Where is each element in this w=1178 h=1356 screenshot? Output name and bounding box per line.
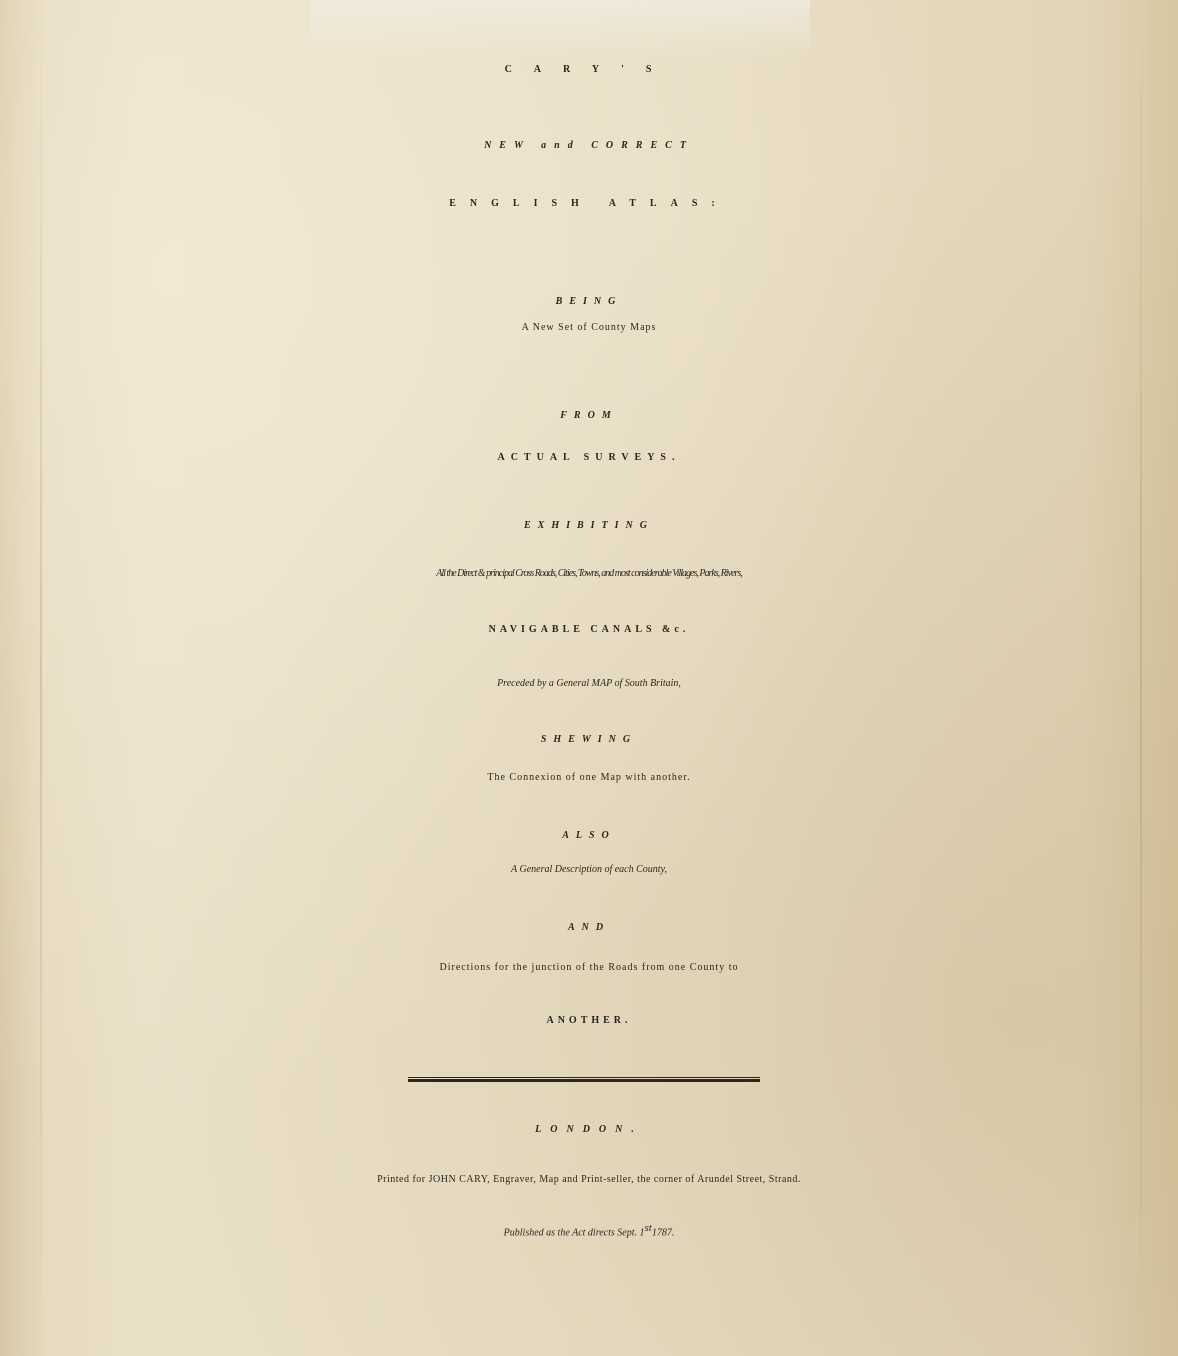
publisher-name: CARY'S <box>504 64 674 75</box>
published-prefix: Published as the Act directs Sept. <box>503 1227 637 1239</box>
paper-stain <box>310 0 810 60</box>
surveys-line: ACTUAL SURVEYS. <box>497 452 681 463</box>
from-label: FROM <box>560 410 618 421</box>
published-day: 1 <box>639 1227 645 1239</box>
directions-line: Directions for the junction of the Roads from one County to <box>439 962 739 973</box>
canals-line: NAVIGABLE CANALS &c. <box>488 624 690 635</box>
preceded-line: Preceded by a General MAP of South Britain, <box>497 678 681 689</box>
subtitle-line: NEW and CORRECT <box>484 140 694 151</box>
published-line <box>0 1222 1178 1238</box>
main-title: ENGLISH ATLAS: <box>449 198 729 209</box>
connexion-line: The Connexion of one Map with another. <box>487 772 691 783</box>
and-label: AND <box>567 922 611 933</box>
features-line: All the Direct & principal Cross Roads, Cities, Towns, and most considerable Villages, Parks, Rivers, <box>436 568 742 579</box>
published-year: 1787. <box>651 1227 675 1239</box>
being-label: BEING <box>555 296 623 307</box>
printer-line: Printed for JOHN CARY, Engraver, Map and Print-seller, the corner of Arundel Street, Strand. <box>377 1174 801 1185</box>
general-description-line: A General Description of each County, <box>511 864 667 875</box>
divider-rule <box>408 1077 760 1082</box>
place-line: LONDON. <box>535 1124 643 1135</box>
shewing-label: SHEWING <box>540 734 638 745</box>
also-label: ALSO <box>562 830 616 841</box>
another-line: ANOTHER. <box>546 1015 632 1026</box>
published-ordinal: st <box>644 1222 652 1234</box>
description-line: A New Set of County Maps <box>521 322 657 333</box>
exhibiting-label: EXHIBITING <box>523 520 654 531</box>
